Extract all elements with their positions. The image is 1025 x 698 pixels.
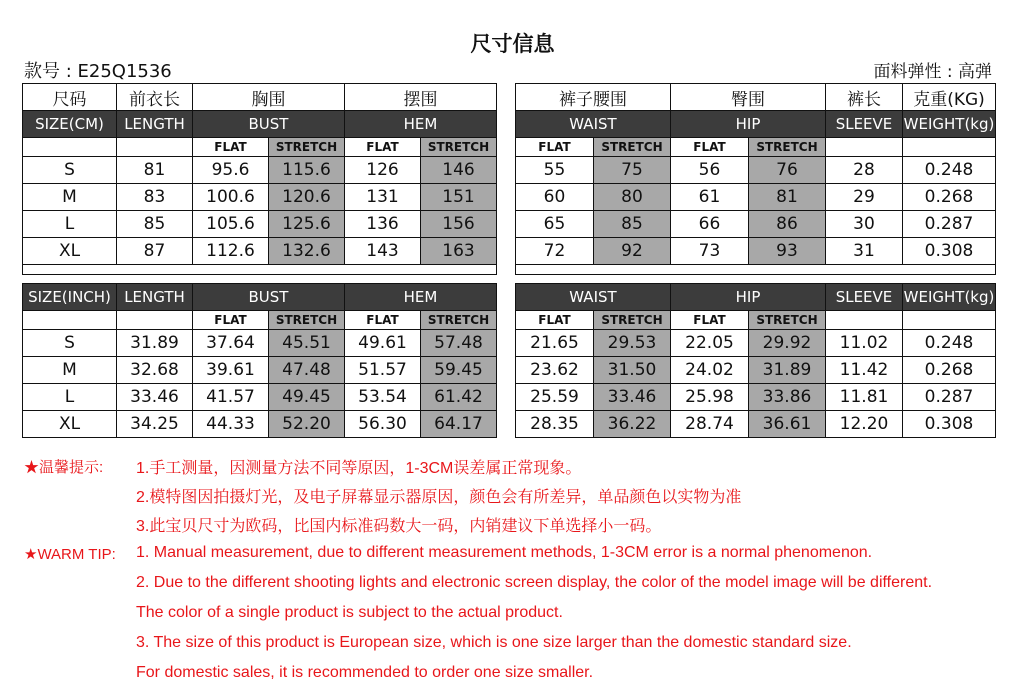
table-row [516,211,996,238]
table-cell: 81 [749,184,826,211]
table-cell: 132.6 [269,238,345,265]
subheader-row [516,138,996,157]
subheader-blank [23,311,117,330]
tip-cn-1: 1.手工测量，因测量方法不同等原因，1-3CM误差属正常现象。 [136,460,582,477]
style-number: 款号 : E25Q1536 [24,61,172,82]
subheader-flat: FLAT [671,138,749,157]
table-row [23,184,497,211]
inch-size-table-top [22,283,497,438]
header-hem: HEM [345,284,497,311]
table-cell: 21.65 [516,330,594,357]
table-cell: 64.17 [421,411,497,438]
header-size: SIZE(INCH) [23,284,117,311]
table-cell: 31.89 [117,330,193,357]
table-cell: 76 [749,157,826,184]
tip-cn-2: 2.模特图因拍摄灯光，及电子屏幕显示器原因，颜色会有所差异，单品颜色以实物为准 [136,489,742,506]
table-row [23,238,497,265]
table-cell: 29.53 [594,330,671,357]
table-cell: 0.308 [903,238,996,265]
table-cell: 25.59 [516,384,594,411]
table-cell: 61 [671,184,749,211]
subheader-row [23,311,497,330]
table-cell: 131 [345,184,421,211]
subheader-flat: FLAT [671,311,749,330]
table-row [516,411,996,438]
table-row [516,330,996,357]
table-cell: 57.48 [421,330,497,357]
table-cell: 24.02 [671,357,749,384]
table-cell: 25.98 [671,384,749,411]
table-row [23,357,497,384]
subheader-flat: FLAT [193,138,269,157]
chinese-header-row [23,84,497,111]
table-cell: 51.57 [345,357,421,384]
table-cell: 86 [749,211,826,238]
header-waist-cn: 裤子腰围 [516,84,671,111]
table-cell: 66 [671,211,749,238]
table-cell: 56 [671,157,749,184]
tip-en-2-cont: The color of a single product is subject to the actual product. [136,604,563,621]
fabric-elasticity: 面料弹性 : 高弹 [873,62,992,82]
tip-en-3: 3. The size of this product is European size, which is one size larger than the domestic standard size. [136,634,852,651]
header-length: LENGTH [117,111,193,138]
subheader-blank [826,311,903,330]
table-cell: 37.64 [193,330,269,357]
table-cell: 73 [671,238,749,265]
subheader-flat: FLAT [516,138,594,157]
table-cell: 36.22 [594,411,671,438]
table-cell: 112.6 [193,238,269,265]
header-size-cn: 尺码 [23,84,117,111]
tip-en-1: 1. Manual measurement, due to different measurement methods, 1-3CM error is a normal phenomenon. [136,544,873,561]
table-cell: 80 [594,184,671,211]
subheader-stretch: STRETCH [594,311,671,330]
table-cell: 28.35 [516,411,594,438]
cm-size-table-top [22,83,497,275]
table-cell: 125.6 [269,211,345,238]
page-title: 尺寸信息 [470,32,555,56]
table-row [516,238,996,265]
spacer-row [23,265,497,275]
subheader-stretch: STRETCH [749,138,826,157]
table-cell: 55 [516,157,594,184]
size-cell: XL [23,238,117,265]
warm-tip-label-cn: ★温馨提示: [24,459,104,476]
header-bust: BUST [193,111,345,138]
table-cell: 11.81 [826,384,903,411]
subheader-flat: FLAT [345,138,421,157]
subheader-stretch: STRETCH [269,311,345,330]
subheader-blank [903,138,996,157]
table-cell: 156 [421,211,497,238]
table-cell: 92 [594,238,671,265]
table-cell: 11.42 [826,357,903,384]
table-row [516,157,996,184]
subheader-flat: FLAT [193,311,269,330]
table-cell: 115.6 [269,157,345,184]
header-hip-cn: 臀围 [671,84,826,111]
table-cell: 72 [516,238,594,265]
table-cell: 0.268 [903,357,996,384]
subheader-blank [117,311,193,330]
table-cell: 93 [749,238,826,265]
tip-en-2: 2. Due to the different shooting lights and electronic screen display, the color of the model image will be different. [136,574,933,591]
table-cell: 41.57 [193,384,269,411]
subheader-blank [903,311,996,330]
subheader-stretch: STRETCH [269,138,345,157]
subheader-blank [826,138,903,157]
table-cell: 12.20 [826,411,903,438]
table-cell: 0.248 [903,330,996,357]
table-cell: 100.6 [193,184,269,211]
english-header-row [516,111,996,138]
table-cell: 30 [826,211,903,238]
table-row [516,184,996,211]
table-cell: 22.05 [671,330,749,357]
header-length: LENGTH [117,284,193,311]
header-pants-length-cn: 裤长 [826,84,903,111]
table-cell: 146 [421,157,497,184]
table-row [516,384,996,411]
table-cell: 0.287 [903,384,996,411]
subheader-blank [23,138,117,157]
table-cell: 49.45 [269,384,345,411]
header-weight-cn: 克重(KG) [903,84,996,111]
size-cell: S [23,157,117,184]
subheader-row [23,138,497,157]
table-cell: 32.68 [117,357,193,384]
header-sleeve: SLEEVE [826,284,903,311]
table-cell: 52.20 [269,411,345,438]
subheader-flat: FLAT [516,311,594,330]
header-hip: HIP [671,111,826,138]
table-row [23,157,497,184]
spacer-row [516,265,996,275]
spacer [516,265,996,275]
english-header-row [23,284,497,311]
size-cell: M [23,357,117,384]
table-cell: 45.51 [269,330,345,357]
table-cell: 53.54 [345,384,421,411]
inch-size-table-bottom [515,283,996,438]
table-cell: 47.48 [269,357,345,384]
table-cell: 33.86 [749,384,826,411]
size-cell: S [23,330,117,357]
table-cell: 83 [117,184,193,211]
table-cell: 33.46 [594,384,671,411]
header-weight: WEIGHT(kg) [903,111,996,138]
table-cell: 29 [826,184,903,211]
header-size: SIZE(CM) [23,111,117,138]
cm-size-table-bottom [515,83,996,275]
table-cell: 87 [117,238,193,265]
table-cell: 105.6 [193,211,269,238]
header-waist: WAIST [516,284,671,311]
size-cell: L [23,384,117,411]
spacer [23,265,497,275]
subheader-flat: FLAT [345,311,421,330]
chinese-header-row [516,84,996,111]
table-cell: 65 [516,211,594,238]
table-row [23,211,497,238]
header-length-cn: 前衣长 [117,84,193,111]
table-cell: 0.248 [903,157,996,184]
english-header-row [516,284,996,311]
table-row [23,411,497,438]
tip-cn-3: 3.此宝贝尺寸为欧码，比国内标准码数大一码，内销建议下单选择小一码。 [136,518,662,535]
table-cell: 61.42 [421,384,497,411]
table-cell: 44.33 [193,411,269,438]
table-row [516,357,996,384]
table-cell: 23.62 [516,357,594,384]
table-cell: 81 [117,157,193,184]
table-cell: 39.61 [193,357,269,384]
table-cell: 151 [421,184,497,211]
tip-en-3-cont: For domestic sales, it is recommended to order one size smaller. [136,664,594,681]
table-cell: 120.6 [269,184,345,211]
table-cell: 36.61 [749,411,826,438]
table-cell: 75 [594,157,671,184]
table-cell: 29.92 [749,330,826,357]
english-header-row [23,111,497,138]
table-cell: 31 [826,238,903,265]
table-row [23,384,497,411]
header-hem: HEM [345,111,497,138]
header-hip: HIP [671,284,826,311]
subheader-blank [117,138,193,157]
table-cell: 28.74 [671,411,749,438]
subheader-stretch: STRETCH [749,311,826,330]
table-cell: 11.02 [826,330,903,357]
table-cell: 56.30 [345,411,421,438]
table-cell: 60 [516,184,594,211]
table-cell: 49.61 [345,330,421,357]
size-cell: M [23,184,117,211]
header-waist: WAIST [516,111,671,138]
table-cell: 85 [117,211,193,238]
table-cell: 34.25 [117,411,193,438]
table-cell: 0.268 [903,184,996,211]
table-cell: 126 [345,157,421,184]
subheader-stretch: STRETCH [421,138,497,157]
table-cell: 31.50 [594,357,671,384]
subheader-stretch: STRETCH [594,138,671,157]
table-cell: 163 [421,238,497,265]
header-hem-cn: 摆围 [345,84,497,111]
table-cell: 95.6 [193,157,269,184]
table-cell: 136 [345,211,421,238]
table-cell: 0.308 [903,411,996,438]
table-cell: 33.46 [117,384,193,411]
subheader-row [516,311,996,330]
table-cell: 28 [826,157,903,184]
table-cell: 85 [594,211,671,238]
warm-tip-label-en: ★WARM TIP: [24,546,116,563]
subheader-stretch: STRETCH [421,311,497,330]
table-cell: 143 [345,238,421,265]
table-cell: 0.287 [903,211,996,238]
size-cell: L [23,211,117,238]
header-weight: WEIGHT(kg) [903,284,996,311]
header-bust-cn: 胸围 [193,84,345,111]
table-row [23,330,497,357]
header-bust: BUST [193,284,345,311]
size-cell: XL [23,411,117,438]
table-cell: 31.89 [749,357,826,384]
header-sleeve: SLEEVE [826,111,903,138]
table-cell: 59.45 [421,357,497,384]
